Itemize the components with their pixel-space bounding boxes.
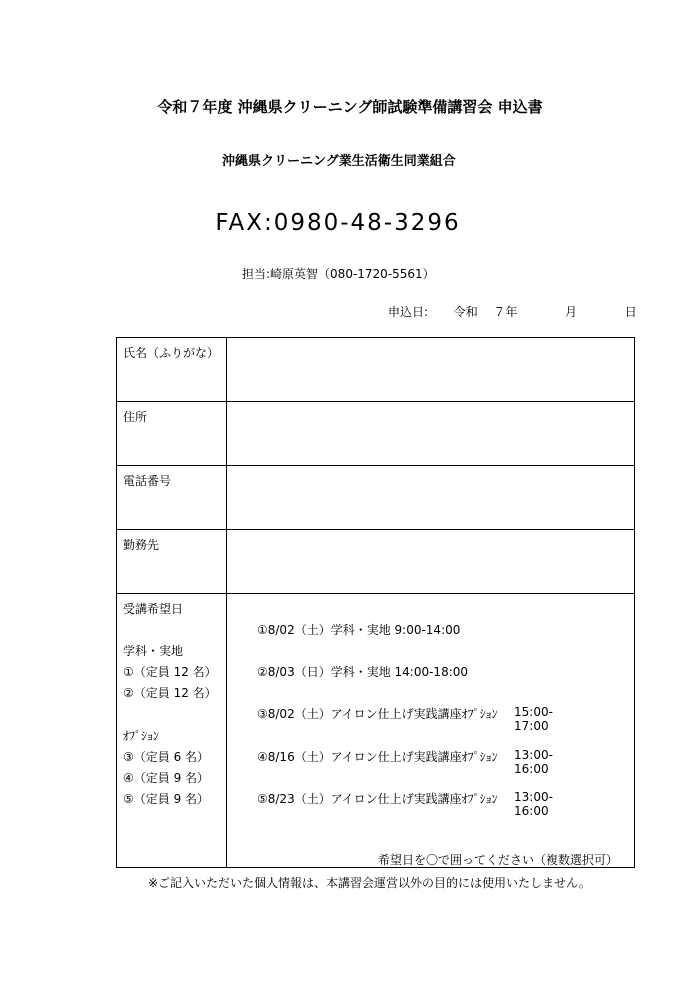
course-option-3[interactable]: [257, 705, 553, 733]
capacity-item: ②（定員 12 名）: [123, 686, 217, 700]
application-date-year: ７年: [493, 305, 518, 319]
application-form-table: [116, 337, 635, 868]
application-date-label: 申込日:: [388, 305, 429, 319]
course-option-2[interactable]: [257, 663, 468, 680]
application-date-month: 月: [565, 305, 578, 319]
name-label: 氏名（ふりがな）: [123, 346, 220, 360]
organization-name: 沖縄県クリーニング業生活衛生同業組合: [222, 154, 456, 169]
capacity-item: ⑤（定員 9 名）: [123, 792, 210, 806]
group-lecture-practical-label: 学科・実地: [123, 644, 184, 658]
address-label: 住所: [123, 410, 148, 424]
course-option-4[interactable]: [257, 748, 553, 776]
course-text: ⑤8/23（土）アイロン仕上げ実践講座ｵﾌﾟｼｮﾝ: [257, 792, 498, 806]
application-date-era: 令和: [453, 305, 478, 319]
address-input-area[interactable]: [227, 402, 634, 465]
course-text: ③8/02（土）アイロン仕上げ実践講座ｵﾌﾟｼｮﾝ: [257, 707, 498, 721]
contact-person: 担当:崎原英智（080-1720-5561）: [242, 267, 435, 281]
capacity-item: ③（定員 6 名）: [123, 750, 210, 764]
phone-input-area[interactable]: [227, 466, 634, 529]
capacity-item: ①（定員 12 名）: [123, 665, 217, 679]
course-option-5[interactable]: [257, 790, 553, 818]
name-input-area[interactable]: [227, 338, 634, 401]
course-time: 15:00-17:00: [514, 705, 553, 733]
course-text: ①8/02（土）学科・実地 9:00-14:00: [257, 623, 461, 637]
course-option-1[interactable]: [257, 621, 460, 638]
course-text: ②8/03（日）学科・実地 14:00-18:00: [257, 665, 469, 679]
group-option-label: ｵﾌﾟｼｮﾝ: [123, 729, 160, 743]
course-time: 13:00-16:00: [514, 790, 553, 818]
application-date-day: 日: [624, 305, 637, 319]
form-title: 令和７年度 沖縄県クリーニング師試験準備講習会 申込書: [157, 98, 543, 116]
capacity-item: ④（定員 9 名）: [123, 771, 210, 785]
workplace-input-area[interactable]: [227, 530, 634, 593]
phone-label: 電話番号: [123, 474, 172, 488]
course-time: 13:00-16:00: [514, 748, 553, 776]
fax-number: FAX:0980-48-3296: [215, 210, 461, 236]
row-divider: [117, 593, 634, 594]
course-text: ④8/16（土）アイロン仕上げ実践講座ｵﾌﾟｼｮﾝ: [257, 750, 498, 764]
workplace-label: 勤務先: [123, 538, 160, 552]
privacy-note: ※ご記入いただいた個人情報は、本講習会運営以外の目的には使用いたしません。: [148, 876, 591, 890]
selection-note: 希望日を〇で囲ってください（複数選択可）: [378, 853, 619, 867]
preferred-date-label: 受講希望日: [123, 602, 184, 616]
application-date: [388, 303, 637, 320]
